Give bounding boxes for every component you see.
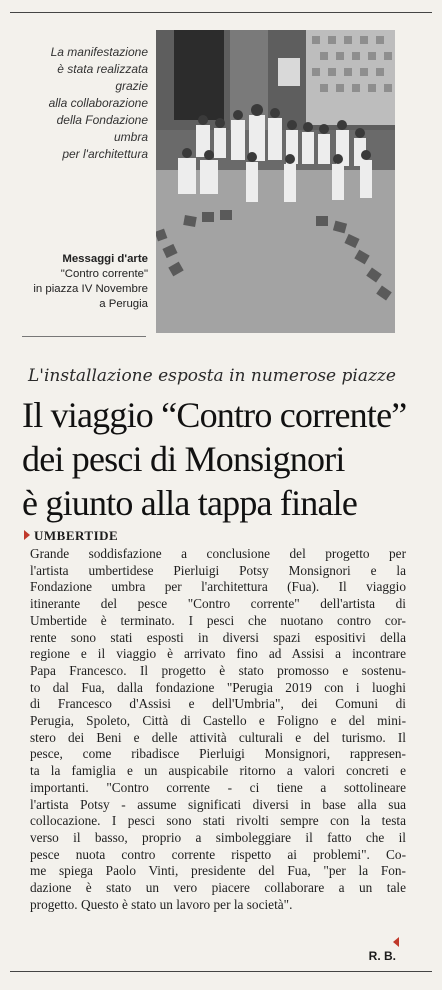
headline-line: dei pesci di Monsignori <box>22 439 345 479</box>
body-line: regione e il viaggio è arrivato fino ad Assisi a incontrare <box>30 646 406 662</box>
headline-line: Il viaggio “Contro corrente” <box>22 395 407 435</box>
body-line: rente sono stati esposti in diversi spazi espositivi della <box>30 629 406 645</box>
headline-line: è giunto alla tappa finale <box>22 483 358 523</box>
caption-line: della Fondazione <box>56 113 148 127</box>
article-body <box>30 546 406 913</box>
photo-side-caption <box>20 44 148 163</box>
body-line: l'artista Potsy - assume significati diversi in base alla sua <box>30 796 406 812</box>
top-rule <box>10 12 432 13</box>
caption-line: è stata realizzata <box>57 62 148 76</box>
photo-label-line: in piazza IV Novembre <box>33 283 148 295</box>
caption-line: La manifestazione <box>50 45 148 59</box>
photo-label-title: Messaggi d'arte <box>62 253 148 265</box>
caption-rule <box>22 336 146 337</box>
body-line: importanti. "Contro corrente - ci tiene a sottolineare <box>30 779 406 795</box>
body-line: l'artista umbertidese Pierluigi Potsy Monsignori e la <box>30 562 406 578</box>
body-line: collocazione. I pesci sono stati rivolti sempre con la testa <box>30 813 406 829</box>
body-line: pesce nuota contro corrente rispetto ai problemi". Co- <box>30 846 406 862</box>
body-line: progetto. Questo è stato un lavoro per la società". <box>30 896 293 912</box>
body-line: Fondazione umbra per l'architettura (Fua). Il viaggio <box>30 579 406 595</box>
caption-line: alla collaborazione <box>48 96 148 110</box>
body-line: pesce, come ribadisce Pierluigi Monsignori, rappresen- <box>30 746 406 762</box>
photo-label-line: "Contro corrente" <box>60 268 148 280</box>
body-line: di Francesco d'Assisi e dell'Umbria", dei Comuni di <box>30 696 406 712</box>
article-kicker: L'installazione esposta in numerose piazze <box>28 366 396 386</box>
body-line: ta la famiglia e un auspicabile ritorno a valori concreti e <box>30 763 406 779</box>
body-line: to dal Fua, dalla fondazione "Perugia 2019 con i luoghi <box>30 679 406 695</box>
body-line: verso il basso, proprio a simboleggiare il fatto che il <box>30 829 406 845</box>
caption-line: per l'architettura <box>62 147 148 161</box>
body-line: Grande soddisfazione a conclusione del progetto per <box>30 546 406 561</box>
photo-label-line: a Perugia <box>99 298 148 310</box>
article-photo <box>156 30 395 333</box>
article-dateline: UMBERTIDE <box>34 528 119 543</box>
caption-line: umbra <box>113 130 148 144</box>
bottom-rule <box>10 971 432 972</box>
body-line: Papa Francesco. Il progetto è stato promosso e sostenu- <box>30 662 406 678</box>
body-line: Perugia, Spoleto, Città di Castello e Foligno e del mini- <box>30 713 406 729</box>
article-headline <box>22 393 422 525</box>
body-line: dazione è stato un vero piacere collaborare a un tale <box>30 880 406 896</box>
end-arrow-icon <box>393 937 399 947</box>
caption-line: grazie <box>115 79 148 93</box>
photo-label <box>20 252 148 312</box>
body-line: itinerante del pesce "Contro corrente" dell'artista di <box>30 596 406 612</box>
piazza-photo-illustration <box>156 30 395 333</box>
body-line: Umbertide è terminato. I pesci che nuotano contro cor- <box>30 612 406 628</box>
dateline-arrow-icon <box>24 530 30 540</box>
article-signature: R. B. <box>368 949 396 963</box>
body-line: me spiega Paolo Vinti, presidente del Fua, "per la Fon- <box>30 863 406 879</box>
body-line: stero dei Beni e delle attività culturali e del turismo. Il <box>30 729 406 745</box>
